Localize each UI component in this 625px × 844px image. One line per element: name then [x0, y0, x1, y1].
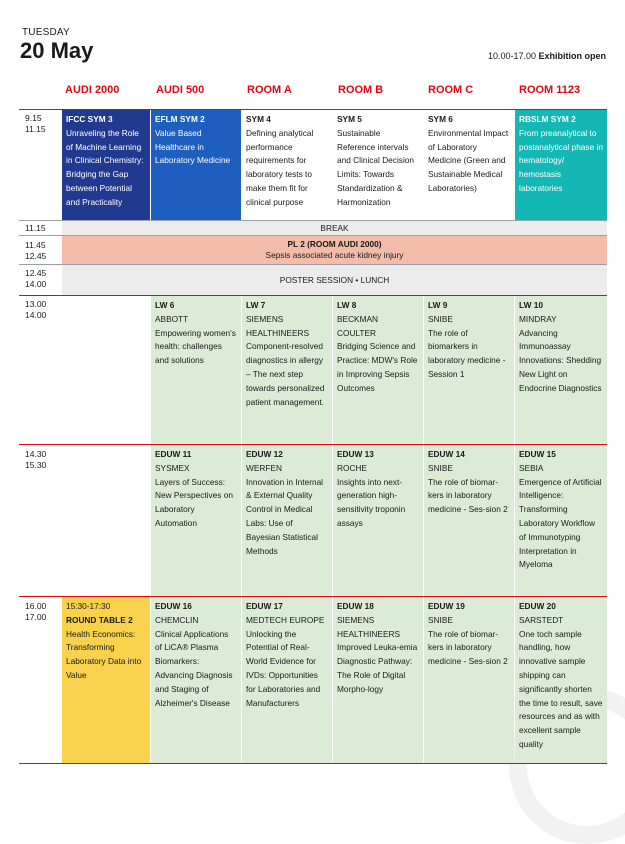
exhibition-label: Exhibition open: [538, 51, 606, 61]
session-cell[interactable]: [333, 445, 423, 596]
session-title: Innovation in Internal & External Quality Control in Medical Labs: Use of Bayesian Statistical Methods: [246, 476, 324, 556]
session-sponsor: SNIBE: [428, 313, 453, 324]
session-sponsor: SEBIA: [519, 462, 544, 473]
session-code: SYM 5: [337, 114, 362, 124]
roundtable-title: Health Economics: Transforming Laboratory Data into Value: [66, 628, 142, 680]
plenary-subtitle: Sepsis associated acute kidney injury: [265, 250, 404, 260]
session-cell[interactable]: [424, 597, 514, 763]
session-cell[interactable]: [515, 445, 607, 596]
session-cell[interactable]: [424, 296, 514, 444]
weekday: TUESDAY: [22, 27, 70, 38]
poster-time: 12.45 14.00: [25, 268, 47, 289]
session-cell[interactable]: [515, 296, 607, 444]
session-title: Unraveling the Role of Machine Learning in Clinical Chemistry: Bridging the Gap between Potential and Practicality: [66, 127, 144, 207]
session-code: EDUW 11: [155, 449, 192, 459]
session-title: Layers of Success: New Perspectives on Laboratory Automation: [155, 476, 233, 528]
session-title: Insights into next-generation high-sensitivity troponin assays: [337, 476, 406, 528]
session-sponsor: SIEMENS HEALTHINEERS: [246, 313, 310, 338]
session-code: LW 6: [155, 300, 175, 310]
slot1-time: 9.15 11.15: [25, 113, 46, 134]
session-code: RBSLM SYM 2: [519, 114, 576, 124]
room-a: ROOM A: [247, 84, 292, 96]
session-code: EFLM SYM 2: [155, 114, 205, 124]
room-c: ROOM C: [428, 84, 474, 96]
exhibition-time: 10.00-17.00: [487, 51, 536, 61]
session-sponsor: SYSMEX: [155, 462, 190, 473]
session-title: Defining analytical performance requirements for laboratory tests to make them fit for clinical purpose: [246, 127, 314, 207]
session-code: LW 7: [246, 300, 266, 310]
session-title: Clinical Applications of LiCA® Plasma Biomarkers: Advancing Diagnosis and Staging of Alzheimer's Disease: [155, 628, 233, 708]
session-title: Bridging Science and Practice: MDW's Role in Improving Sepsis Outcomes: [337, 341, 418, 393]
session-sponsor: ROCHE: [337, 462, 367, 473]
session-title: Unlocking the Potential of Real-World Evidence for IVDs: Opportunities for Laboratories and Manufacturers: [246, 628, 321, 708]
session-title: One toch sample handling, how innovative sample shipping can significantly shorten the time to result, save resources and as with excellent sample quality: [519, 628, 603, 749]
break-time: 11.15: [25, 223, 46, 233]
session-code: EDUW 15: [519, 449, 556, 459]
session-cell[interactable]: [242, 597, 332, 763]
session-title: Advancing Immunoassay Innovations: Shedding New Light on Endocrine Diagnostics: [519, 327, 602, 393]
session-sponsor: CHEMCLIN: [155, 614, 199, 625]
session-cell[interactable]: [242, 110, 332, 220]
session-code: EDUW 13: [337, 449, 374, 459]
session-code: LW 9: [428, 300, 448, 310]
session-cell[interactable]: [151, 110, 241, 220]
session-cell[interactable]: [515, 597, 607, 763]
slot4-time: 16.00 17.00: [25, 601, 47, 622]
session-title: Value Based Healthcare in Laboratory Medicine: [155, 127, 231, 166]
session-cell[interactable]: [151, 296, 241, 444]
session-code: EDUW 20: [519, 601, 556, 611]
session-sponsor: MINDRAY: [519, 313, 557, 324]
session-cell[interactable]: [242, 445, 332, 596]
session-code: EDUW 12: [246, 449, 283, 459]
room-b: ROOM B: [338, 84, 384, 96]
plenary-time: 11.45 12.45: [25, 240, 47, 261]
break-banner: BREAK: [62, 221, 607, 235]
slot2-time: 13.00 14.00: [25, 299, 47, 320]
session-code: EDUW 16: [155, 601, 192, 611]
slot3-time: 14.30 15.30: [25, 449, 47, 470]
session-title: Component-resolved diagnostics in allergy – The next step towards personalized patient management.: [246, 341, 325, 407]
session-code: EDUW 18: [337, 601, 374, 611]
roundtable-cell[interactable]: [62, 597, 150, 763]
divider: [19, 763, 607, 764]
plenary-title: PL 2 (ROOM AUDI 2000): [287, 239, 382, 249]
session-title: The role of biomarkers in laboratory medicine - Session 1: [428, 327, 506, 379]
session-cell[interactable]: [333, 110, 423, 220]
room-audi-2000: AUDI 2000: [65, 84, 120, 96]
session-title: Sustainable Reference intervals and Clinical Decision Limits: Towards Standardization & Harmonization: [337, 127, 415, 207]
session-sponsor: SNIBE: [428, 614, 453, 625]
session-sponsor: ABBOTT: [155, 313, 189, 324]
plenary-session[interactable]: [62, 236, 607, 264]
roundtable-code: ROUND TABLE 2: [66, 614, 133, 625]
exhibition-note: [488, 51, 606, 61]
session-cell[interactable]: [333, 597, 423, 763]
page-title: 20 May: [20, 38, 94, 63]
session-cell[interactable]: [151, 445, 241, 596]
session-code: SYM 6: [428, 114, 453, 124]
session-code: SYM 4: [246, 114, 271, 124]
room-audi-500: AUDI 500: [156, 84, 205, 96]
session-sponsor: WERFEN: [246, 462, 282, 473]
session-sponsor: SNIBE: [428, 462, 453, 473]
session-code: LW 8: [337, 300, 357, 310]
session-code: EDUW 14: [428, 449, 465, 459]
room-1123: ROOM 1123: [519, 84, 581, 96]
session-title: From preanalytical to postanalytical phase in hematology/ hemostasis laboratories: [519, 127, 603, 193]
session-cell[interactable]: [333, 296, 423, 444]
session-title: The role of biomar-kers in laboratory medicine - Ses-sion 2: [428, 628, 508, 667]
session-sponsor: BECKMAN COULTER: [337, 313, 379, 338]
session-cell[interactable]: [515, 110, 607, 220]
session-code: IFCC SYM 3: [66, 114, 113, 124]
session-title: Environmental Impact of Laboratory Medicine (Green and Sustainable Medical Laboratories): [428, 127, 509, 193]
session-sponsor: MEDTECH EUROPE: [246, 614, 325, 625]
session-title: Improved Leuka-emia Diagnostic Pathway: The Role of Digital Morpho-logy: [337, 642, 418, 694]
poster-lunch-banner: POSTER SESSION • LUNCH: [62, 265, 607, 295]
session-title: Empowering women's health: challenges and solutions: [155, 327, 236, 366]
room-header: [0, 84, 625, 98]
session-sponsor: SARSTEDT: [519, 614, 564, 625]
session-cell[interactable]: [424, 445, 514, 596]
session-cell[interactable]: [424, 110, 514, 220]
session-code: EDUW 19: [428, 601, 465, 611]
session-cell[interactable]: [151, 597, 241, 763]
session-code: LW 10: [519, 300, 543, 310]
session-code: EDUW 17: [246, 601, 283, 611]
roundtable-time: 15:30-17:30: [66, 601, 111, 611]
session-title: The role of biomar-kers in laboratory medicine - Ses-sion 2: [428, 476, 508, 515]
session-cell[interactable]: [62, 110, 150, 220]
session-cell[interactable]: [242, 296, 332, 444]
session-title: Emergence of Artificial Intelligence: Transforming Laboratory Workflow of Immunotyping Interpretation in Myeloma: [519, 476, 602, 570]
session-sponsor: SIEMENS HEALTHINEERS: [337, 614, 401, 639]
